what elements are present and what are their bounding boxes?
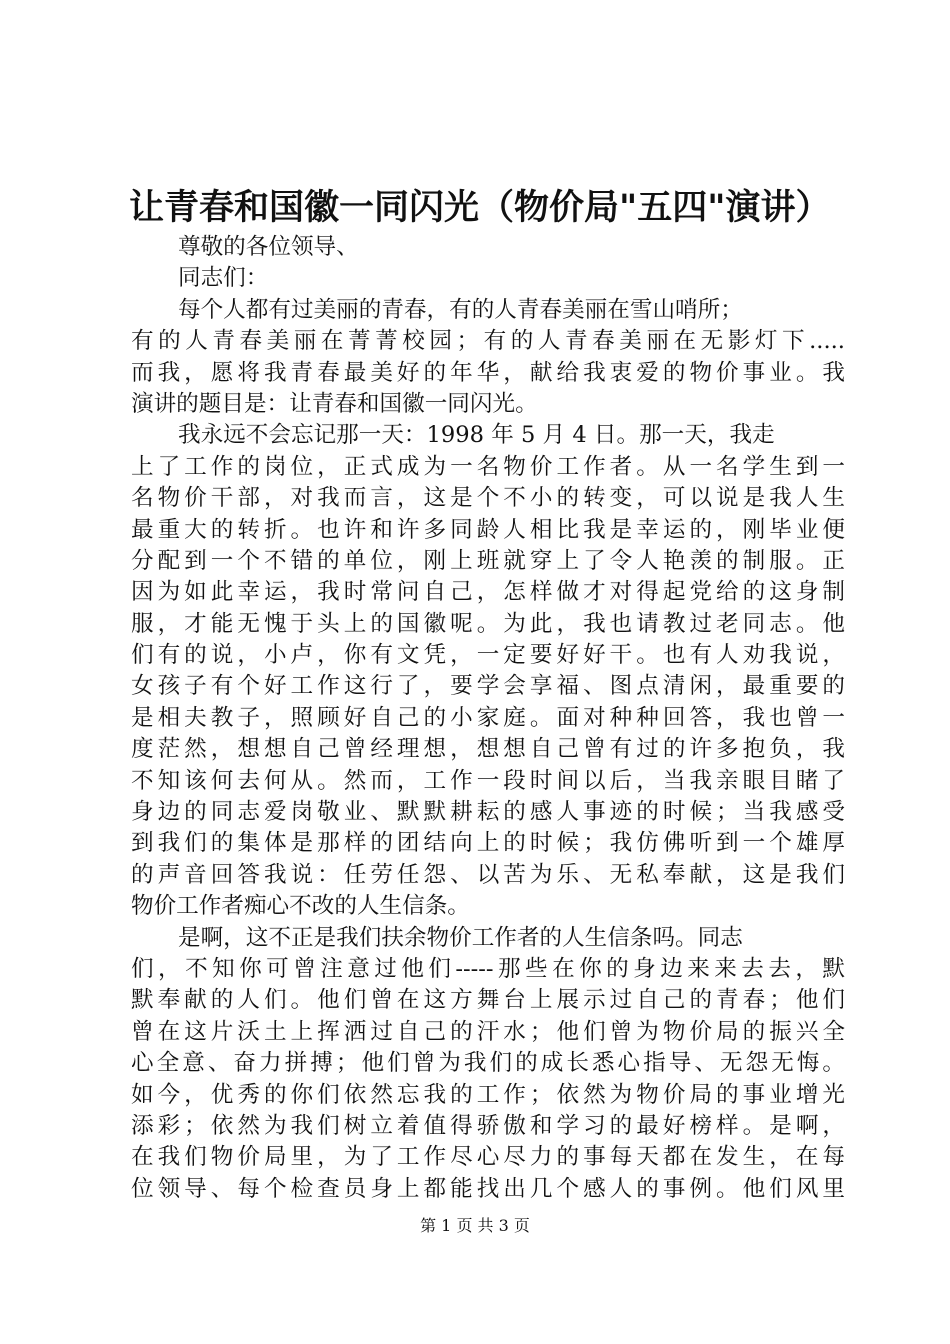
paragraph-line: 们有的说，小卢，你有文凭，一定要好好干。也有人劝我说， [131, 642, 845, 669]
paragraph-line: 我永远不会忘记那一天：1998 年 5 月 4 日。那一天，我走 [178, 422, 775, 449]
salutation-line: 尊敬的各位领导、 [178, 234, 359, 260]
paragraph-line: 女孩子有个好工作这行了，要学会享福、图点清闲，最重要的 [131, 673, 845, 700]
paragraph-line: 曾在这片沃土上挥洒过自己的汗水；他们曾为物价局的振兴全 [131, 1018, 845, 1045]
paragraph-line: 们，不知你可曾注意过他们-----那些在你的身边来来去去，默 [131, 955, 845, 982]
paragraph-line: 默奉献的人们。他们曾在这方舞台上展示过自己的青春；他们 [131, 987, 845, 1014]
paragraph-line: 物价工作者痴心不改的人生信条。 [131, 893, 470, 920]
paragraph-line: 在我们物价局里，为了工作尽心尽力的事每天都在发生，在每 [131, 1144, 845, 1171]
paragraph-line: 是相夫教子，照顾好自己的小家庭。面对种种回答，我也曾一 [131, 704, 845, 731]
document-title: 让青春和国徽一同闪光（物价局"五四"演讲） [129, 187, 831, 228]
paragraph-line: 服，才能无愧于头上的国徽呢。为此，我也请教过老同志。他 [131, 610, 845, 637]
paragraph-line: 度茫然，想想自己曾经理想，想想自己曾有过的许多抱负，我 [131, 736, 845, 763]
page-footer: 第 1 页 共 3 页 [420, 1216, 530, 1235]
paragraph-line: 身边的同志爱岗敬业、默默耕耘的感人事迹的时候；当我感受 [131, 799, 845, 826]
document-body [131, 232, 845, 1205]
paragraph-line: 演讲的题目是：让青春和国徽一同闪光。 [131, 390, 538, 417]
paragraph-line: 因为如此幸运，我时常问自己，怎样做才对得起党给的这身制 [131, 579, 845, 606]
paragraph-line: 上了工作的岗位，正式成为一名物价工作者。从一名学生到一 [131, 453, 845, 480]
salutation-line: 同志们： [178, 265, 269, 292]
paragraph-line: 每个人都有过美丽的青春，有的人青春美丽在雪山哨所； [178, 296, 743, 323]
paragraph-line: 的声音回答我说：任劳任怨、以苦为乐、无私奉献，这是我们 [131, 861, 845, 888]
paragraph-line: 心全意、奋力拼搏；他们曾为我们的成长悉心指导、无怨无悔。 [131, 1050, 845, 1077]
paragraph-line: 位领导、每个检查员身上都能找出几个感人的事例。他们风里 [131, 1175, 845, 1202]
paragraph-line: 而我，愿将我青春最美好的年华，献给我衷爱的物价事业。我 [131, 359, 845, 386]
paragraph-line: 如今，优秀的你们依然忘我的工作；依然为物价局的事业增光 [131, 1081, 845, 1108]
paragraph-line: 添彩；依然为我们树立着值得骄傲和学习的最好榜样。是啊， [131, 1112, 845, 1139]
paragraph-line: 名物价干部，对我而言，这是个不小的转变，可以说是我人生 [131, 485, 845, 512]
paragraph-line: 有的人青春美丽在菁菁校园；有的人青春美丽在无影灯下..... [131, 328, 845, 355]
paragraph-line: 到我们的集体是那样的团结向上的时候；我仿佛听到一个雄厚 [131, 830, 845, 857]
paragraph-line: 最重大的转折。也许和许多同龄人相比我是幸运的，刚毕业便 [131, 516, 845, 543]
paragraph-line: 分配到一个不错的单位，刚上班就穿上了令人艳羡的制服。正 [131, 547, 845, 574]
paragraph-line: 不知该何去何从。然而，工作一段时间以后，当我亲眼目睹了 [131, 767, 845, 794]
paragraph-line: 是啊，这不正是我们扶余物价工作者的人生信条吗。同志 [178, 924, 743, 951]
